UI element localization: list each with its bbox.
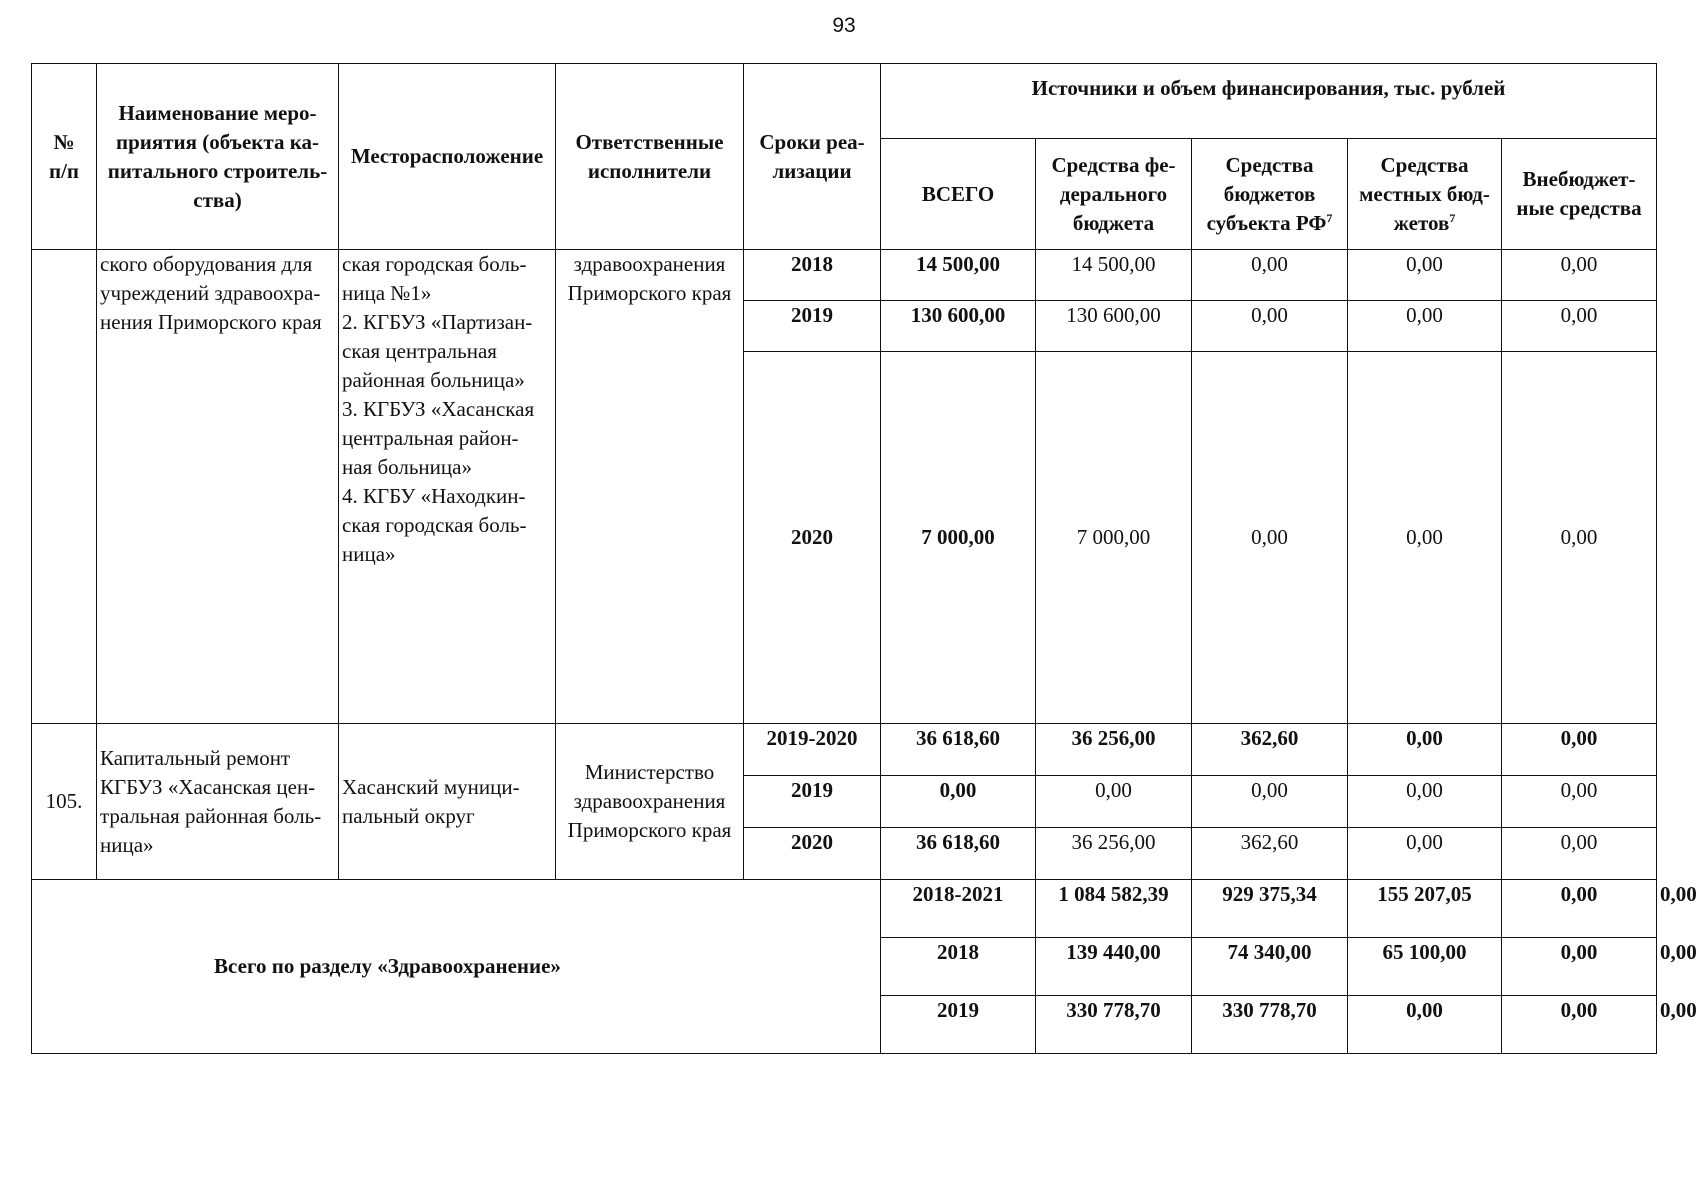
row-extra: 0,00 bbox=[1502, 352, 1657, 724]
row-total: 36 618,60 bbox=[881, 828, 1036, 880]
summary-label: Всего по разделу «Здравоохранение» bbox=[32, 880, 881, 1054]
row-extra: 0,00 bbox=[1502, 301, 1657, 352]
row-executors: Министерство здравоохранения Приморского края bbox=[556, 724, 744, 880]
header-federal: Средства фе- дерального бюджета bbox=[1036, 139, 1192, 250]
row-federal: 929 375,34 bbox=[1192, 880, 1348, 938]
header-total: ВСЕГО bbox=[881, 139, 1036, 250]
summary-row: Всего по разделу «Здравоохранение» 2018-2021 1 084 582,39 929 375,34 155 207,05 0,00 0,00 bbox=[32, 880, 1657, 938]
row-local: 0,00 bbox=[1502, 996, 1657, 1054]
header-executors: Ответственные исполнители bbox=[556, 64, 744, 250]
row-total: 36 618,60 bbox=[881, 724, 1036, 776]
row-total: 1 084 582,39 bbox=[1036, 880, 1192, 938]
row-year: 2020 bbox=[744, 828, 881, 880]
header-num: № п/п bbox=[32, 64, 97, 250]
row-local: 0,00 bbox=[1348, 724, 1502, 776]
row-extra: 0,00 bbox=[1502, 776, 1657, 828]
row-total: 139 440,00 bbox=[1036, 938, 1192, 996]
row-extra: 0,00 bbox=[1502, 250, 1657, 301]
row-extra: 0,00 bbox=[1502, 724, 1657, 776]
row-extra: 0,00 bbox=[1502, 828, 1657, 880]
summary-row: 2018 139 440,00 74 340,00 65 100,00 0,00 0,00 bbox=[32, 938, 1657, 996]
row-subject: 362,60 bbox=[1192, 828, 1348, 880]
summary-row: 2019 330 778,70 330 778,70 0,00 0,00 0,00 bbox=[32, 996, 1657, 1054]
row-federal: 330 778,70 bbox=[1192, 996, 1348, 1054]
row-local: 0,00 bbox=[1348, 250, 1502, 301]
row-year: 2018 bbox=[744, 250, 881, 301]
header-location: Месторасположение bbox=[339, 64, 556, 250]
row-subject: 65 100,00 bbox=[1348, 938, 1502, 996]
header-terms: Сроки реа- лизации bbox=[744, 64, 881, 250]
row-federal: 36 256,00 bbox=[1036, 828, 1192, 880]
row-subject: 155 207,05 bbox=[1348, 880, 1502, 938]
row-federal: 130 600,00 bbox=[1036, 301, 1192, 352]
row-federal: 14 500,00 bbox=[1036, 250, 1192, 301]
row-subject: 0,00 bbox=[1192, 352, 1348, 724]
row-local: 0,00 bbox=[1348, 301, 1502, 352]
row-num bbox=[32, 250, 97, 724]
row-local: 0,00 bbox=[1348, 352, 1502, 724]
row-federal: 0,00 bbox=[1036, 776, 1192, 828]
header-row-1 bbox=[32, 64, 1657, 139]
row-subject: 0,00 bbox=[1192, 301, 1348, 352]
row-total: 7 000,00 bbox=[881, 352, 1036, 724]
row-num: 105. bbox=[32, 724, 97, 880]
row-name: ского оборудования для учреждений здравоохра- нения Приморского края bbox=[97, 250, 339, 724]
row-executors: здравоохранения Приморского края bbox=[556, 250, 744, 724]
row-total: 14 500,00 bbox=[881, 250, 1036, 301]
row-total: 330 778,70 bbox=[1036, 996, 1192, 1054]
row-total: 0,00 bbox=[881, 776, 1036, 828]
row-federal: 36 256,00 bbox=[1036, 724, 1192, 776]
header-extra: Внебюджет- ные средства bbox=[1502, 139, 1657, 250]
row-subject: 0,00 bbox=[1192, 776, 1348, 828]
table-row bbox=[32, 250, 1657, 301]
row-location: ская городская боль- ница №1» 2. КГБУЗ «Партизан- ская центральная районная больница» 3. КГБУЗ «Хасанская центральная район- ная больница» 4. КГБУ «Находкин- ская городская боль- ница» bbox=[339, 250, 556, 724]
row-local: 0,00 bbox=[1348, 776, 1502, 828]
row-local: 0,00 bbox=[1502, 880, 1657, 938]
row-total: 130 600,00 bbox=[881, 301, 1036, 352]
header-name: Наименование меро- приятия (объекта ка- питального строитель- ства) bbox=[97, 64, 339, 250]
row-subject: 0,00 bbox=[1192, 250, 1348, 301]
row-local: 0,00 bbox=[1502, 938, 1657, 996]
header-sources: Источники и объем финансирования, тыс. рублей bbox=[881, 64, 1657, 139]
row-name: Капитальный ремонт КГБУЗ «Хасанская цен- тральная районная боль- ница» bbox=[97, 724, 339, 880]
financing-table bbox=[31, 63, 1697, 1054]
row-year: 2019 bbox=[744, 776, 881, 828]
row-year: 2019-2020 bbox=[744, 724, 881, 776]
row-local: 0,00 bbox=[1348, 828, 1502, 880]
row-year: 2018-2021 bbox=[881, 880, 1036, 938]
row-year: 2018 bbox=[881, 938, 1036, 996]
row-year: 2019 bbox=[881, 996, 1036, 1054]
header-subject: Средства бюджетов субъекта $РФ^7$ bbox=[1192, 139, 1348, 250]
row-federal: 74 340,00 bbox=[1192, 938, 1348, 996]
page-number: 93 bbox=[832, 14, 856, 37]
row-federal: 7 000,00 bbox=[1036, 352, 1192, 724]
table-row bbox=[32, 724, 1657, 776]
row-subject: 362,60 bbox=[1192, 724, 1348, 776]
row-year: 2020 bbox=[744, 352, 881, 724]
row-location: Хасанский муници- пальный округ bbox=[339, 724, 556, 880]
row-year: 2019 bbox=[744, 301, 881, 352]
header-local: Средства местных бюд- жетов$^7$ bbox=[1348, 139, 1502, 250]
row-subject: 0,00 bbox=[1348, 996, 1502, 1054]
